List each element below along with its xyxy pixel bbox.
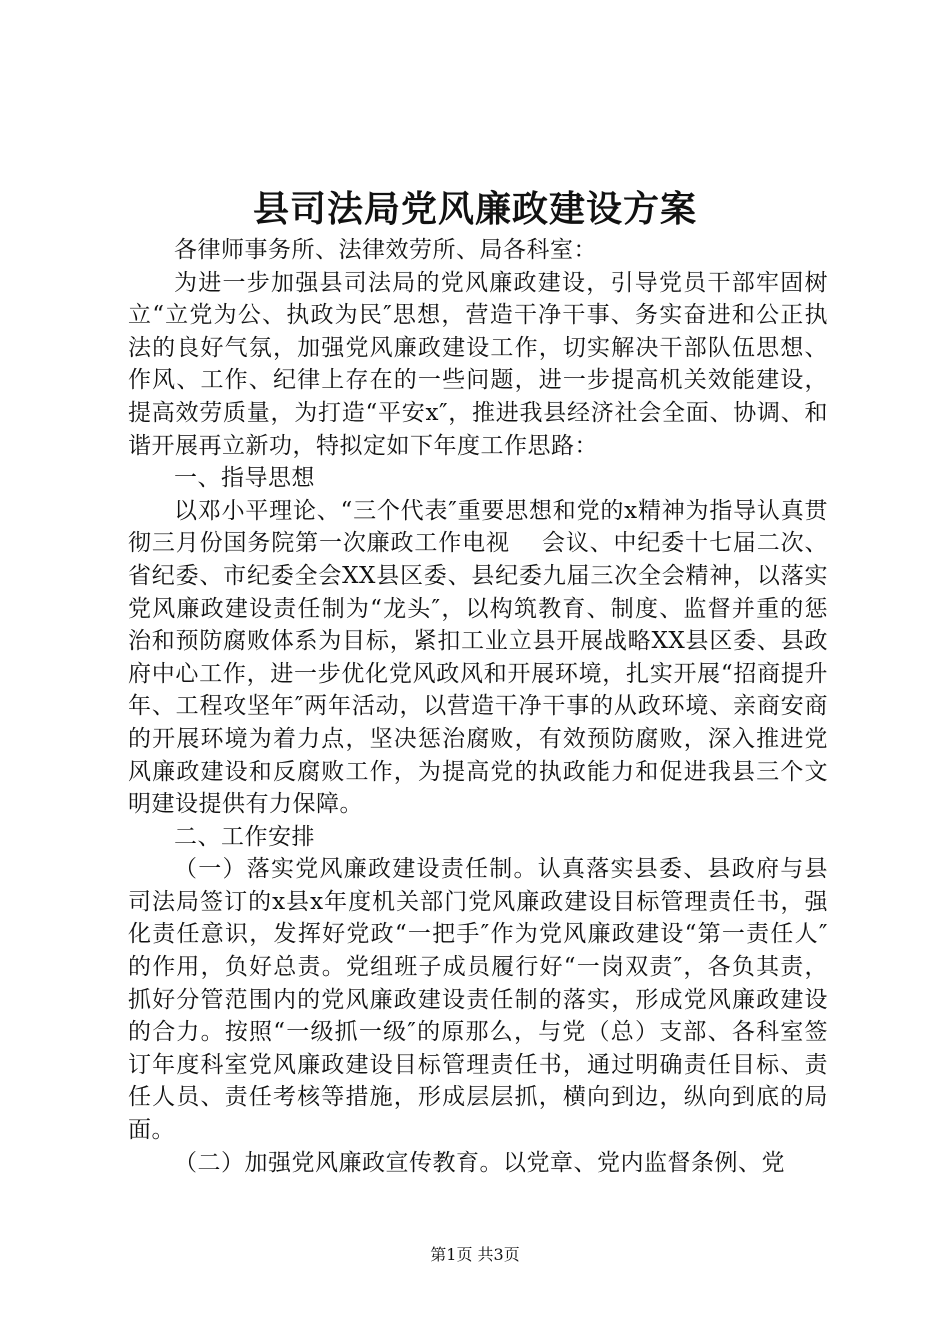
salutation-paragraph: 各律师事务所、法律效劳所、局各科室： bbox=[174, 237, 597, 263]
work-item-1-paragraph: （一）落实党风廉政建设责任制。认真落实县委、县政府与县司法局签订的x县x年度机关部门党风廉政建设目标管理责任书，强化责任意识，发挥好党政“一把手″作为党风廉政建设“第一责任人″的作用，负好总责。党组班子成员履行好“一岗双责″，各负其责，抓好分管范围内的党风廉政建设责任制的落实，形成党风廉政建设的合力。按照“一级抓一级″的原那么，与党（总）支部、各科室签订年度科室党风廉政建设目标管理责任书，通过明确责任目标、责任人员、责任考核等措施，形成层层抓，横向到边，纵向到底的局面。 bbox=[128, 856, 828, 1144]
document-body bbox=[128, 234, 828, 1179]
section-heading-work-arrangement: 二、工作安排 bbox=[174, 823, 315, 850]
work-item-2-paragraph: （二）加强党风廉政宣传教育。以党章、党内监督条例、党 bbox=[174, 1149, 785, 1176]
guiding-thought-paragraph: 以邓小平理论、“三个代表″重要思想和党的x精神为指导认真贯彻三月份国务院第一次廉政工作电视 会议、中纪委十七届二次、省纪委、市纪委全会XX县区委、县纪委九届三次全会精神，以落实党风廉政建设责任制为“龙头″，以构筑教育、制度、监督并重的惩治和预防腐败体系为目标，紧扣工业立县开展战略XX县区委、县政府中心工作，进一步优化党风政风和开展环境，扎实开展“招商提升年、工程攻坚年″两年活动，以营造干净干事的从政环境、亲商安商的开展环境为着力点，坚决惩治腐败，有效预防腐败，深入推进党风廉政建设和反腐败工作，为提高党的执政能力和促进我县三个文明建设提供有力保障。 bbox=[128, 497, 828, 818]
intro-paragraph: 为进一步加强县司法局的党风廉政建设，引导党员干部牢固树立“立党为公、执政为民″思想，营造干净干事、务实奋进和公正执法的良好气氛，加强党风廉政建设工作，切实解决干部队伍思想、作风、工作、纪律上存在的一些问题，进一步提高机关效能建设，提高效劳质量，为打造“平安x″，推进我县经济社会全面、协调、和谐开展再立新功，特拟定如下年度工作思路： bbox=[128, 269, 828, 459]
page-number-footer: 第1页 共3页 bbox=[430, 1245, 520, 1264]
section-heading-guiding-thought: 一、指导思想 bbox=[174, 465, 315, 492]
document-title: 县司法局党风廉政建设方案 bbox=[252, 188, 697, 230]
